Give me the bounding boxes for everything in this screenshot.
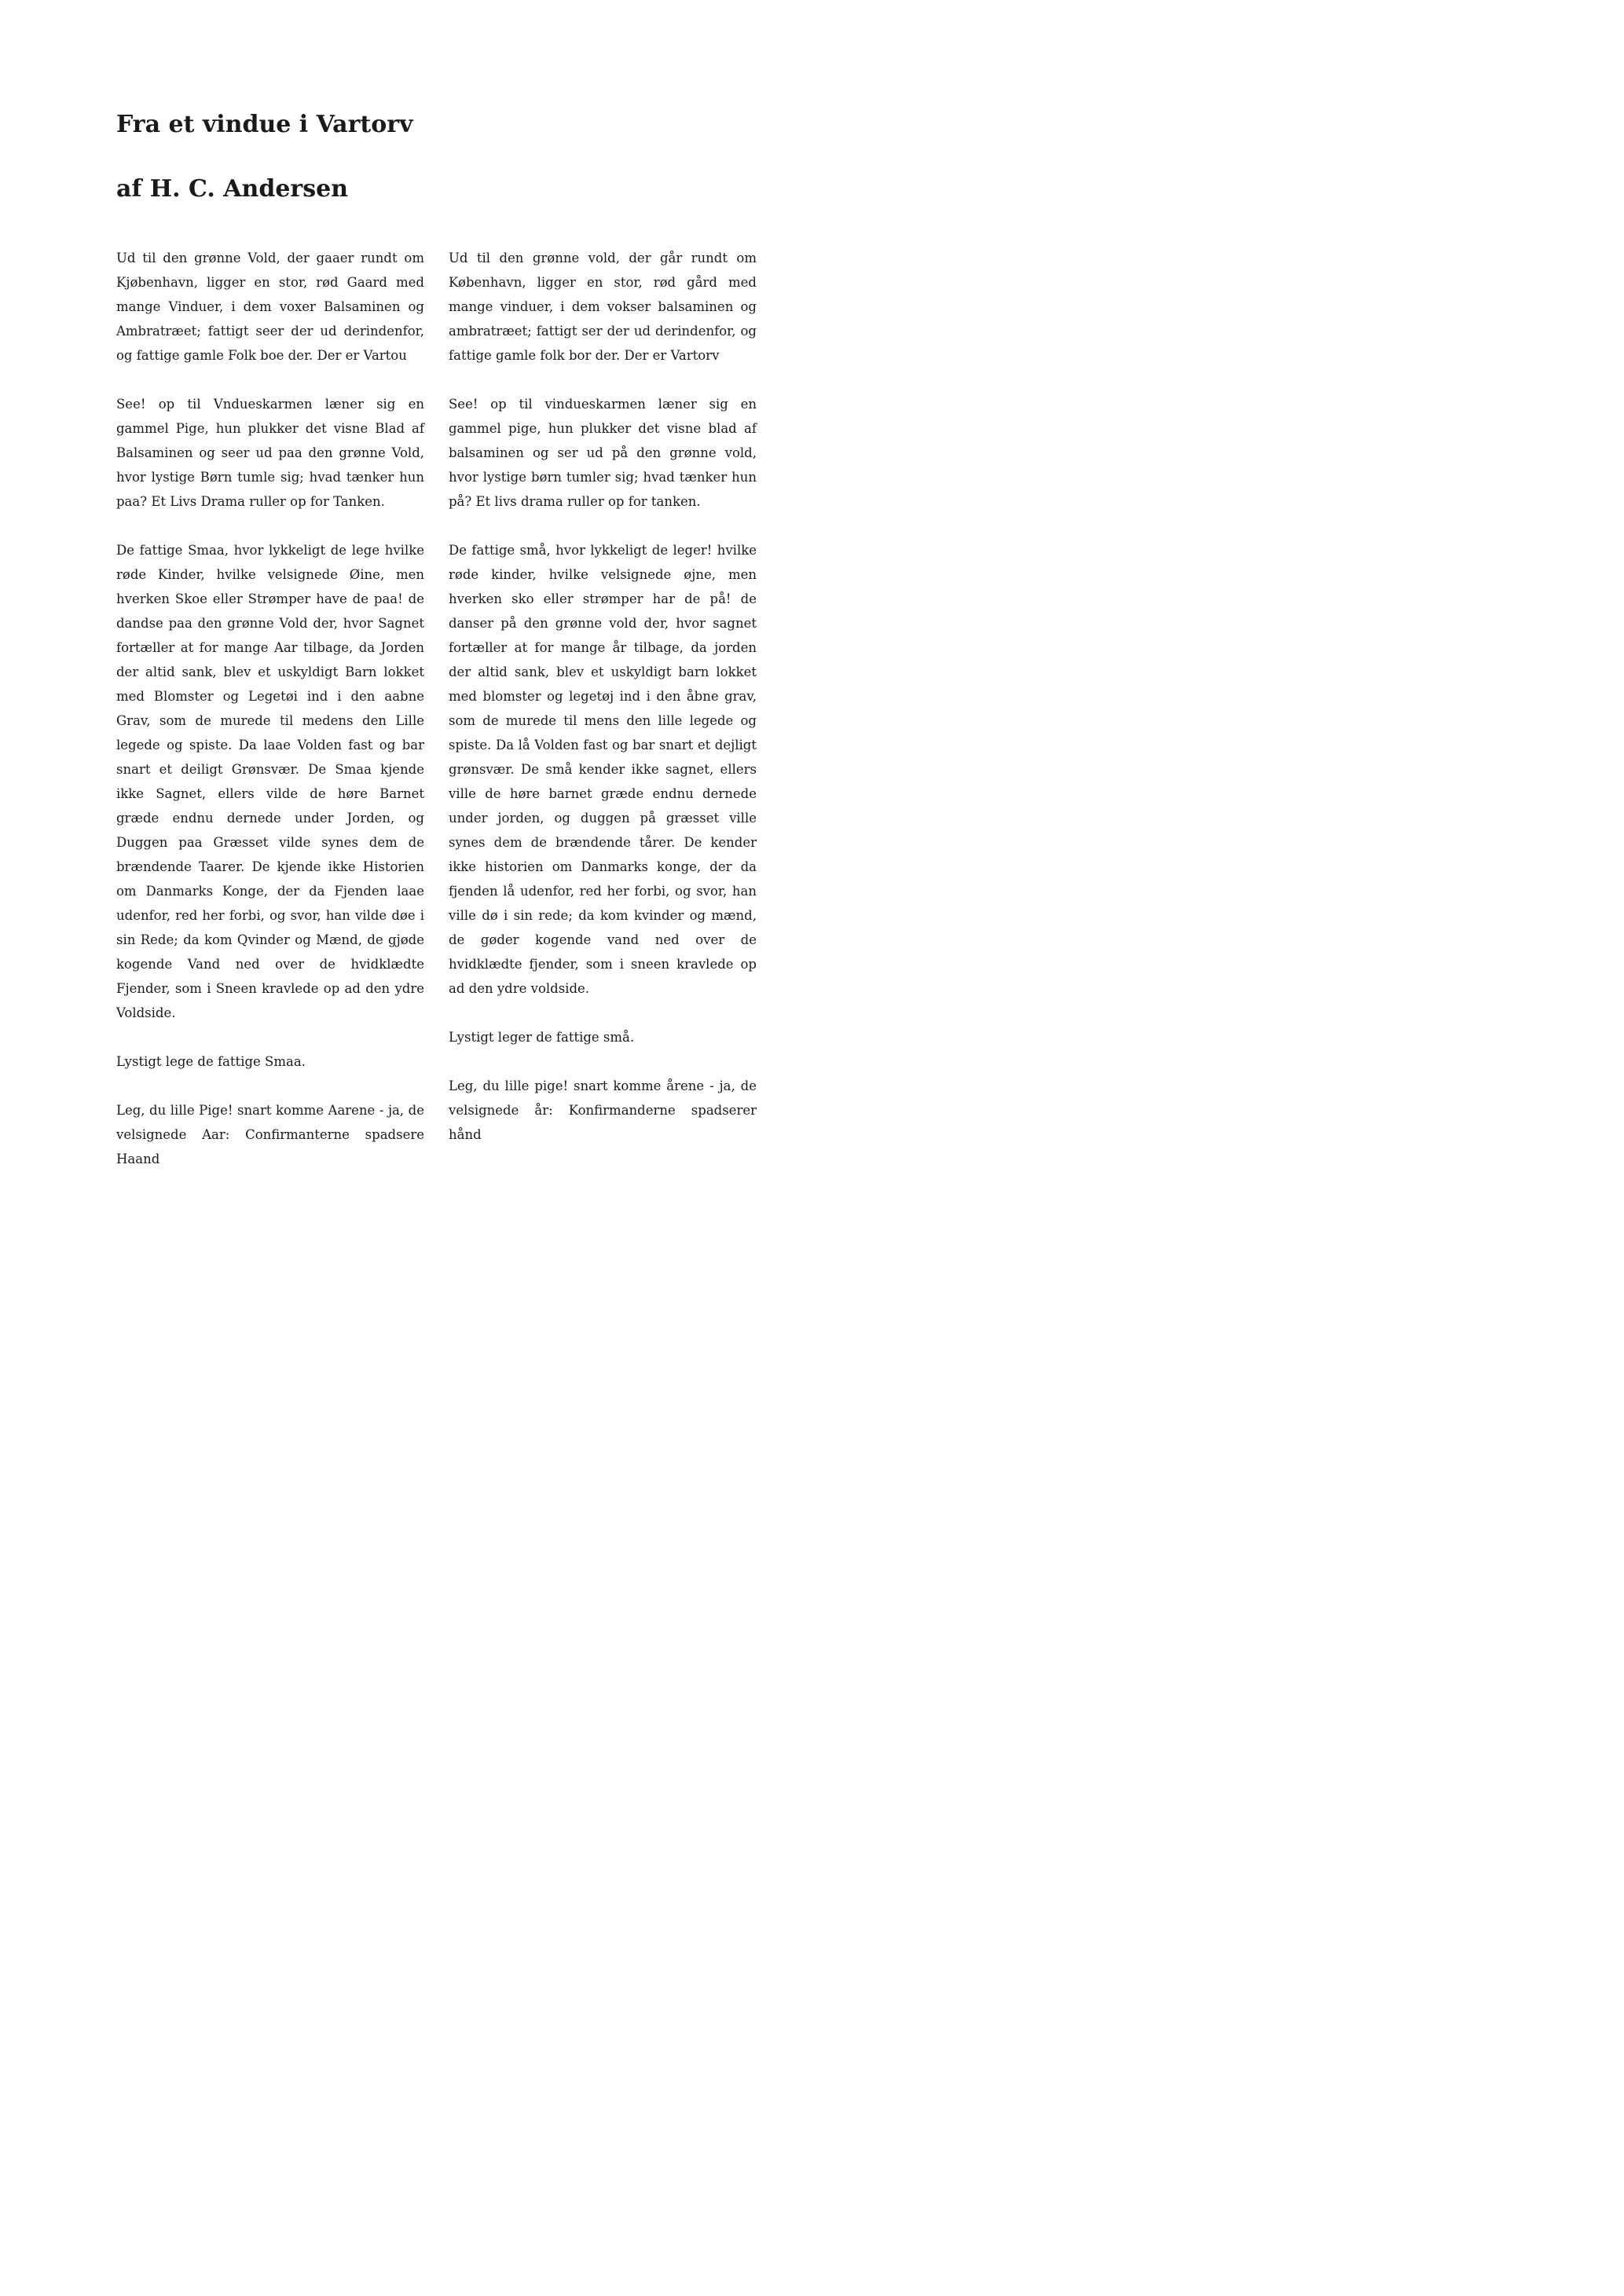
paragraph: Ud til den grønne vold, der går rundt om København, ligger en stor, rød gård med mange vinduer, i dem vokser balsaminen og ambratræet; fattigt ser der ud derindenfor, og fattige gamle folk bor der. Der er Vartorv: [449, 251, 757, 363]
left-column-original-text: [116, 246, 424, 1171]
right-column-modernized-text: [449, 246, 757, 1147]
document-title: Fra et vindue i Vartorv: [116, 111, 413, 138]
paragraph: Ud til den grønne Vold, der gaaer rundt om Kjøbenhavn, ligger en stor, rød Gaard med mange Vinduer, i dem voxer Balsaminen og Ambratræet; fattigt seer der ud derindenfor, og fattige gamle Folk boe der. Der er Vartou: [116, 251, 424, 363]
document-page: [0, 0, 867, 1225]
paragraph: See! op til vindueskarmen læner sig en gammel pige, hun plukker det visne blad af balsaminen og ser ud på den grønne vold, hvor lystige børn tumler sig; hvad tænker hun på? Et livs drama ruller op for tanken.: [449, 397, 757, 509]
paragraph: De fattige Smaa, hvor lykkeligt de lege hvilke røde Kinder, hvilke velsignede Øine, men hverken Skoe eller Strømper have de paa! de dandse paa den grønne Vold der, hvor Sagnet fortæller at for mange Aar tilbage, da Jorden der altid sank, blev et uskyldigt Barn lokket med Blomster og Legetøi ind i den aabne Grav, som de murede til medens den Lille legede og spiste. Da laae Volden fast og bar snart et deiligt Grønsvær. De Smaa kjende ikke Sagnet, ellers vilde de høre Barnet græde endnu dernede under Jorden, og Duggen paa Græsset vilde synes dem de brændende Taarer. De kjende ikke Historien om Danmarks Konge, der da Fjenden laae udenfor, red her forbi, og svor, han vilde døe i sin Rede; da kom Qvinder og Mænd, de gjøde kogende Vand ned over de hvidklædte Fjender, som i Sneen kravlede op ad den ydre Voldside.: [116, 543, 424, 1020]
paragraph: Lystigt leger de fattige små.: [449, 1030, 635, 1045]
paragraph: Lystigt lege de fattige Smaa.: [116, 1054, 306, 1069]
paragraph: De fattige små, hvor lykkeligt de leger! hvilke røde kinder, hvilke velsignede øjne, men hverken sko eller strømper har de på! de danser på den grønne vold der, hvor sagnet fortæller at for mange år tilbage, da jorden der altid sank, blev et uskyldigt barn lokket med blomster og legetøj ind i den åbne grav, som de murede til mens den lille legede og spiste. Da lå Volden fast og bar snart et dejligt grønsvær. De små kender ikke sagnet, ellers ville de høre barnet græde endnu dernede under jorden, og duggen på græsset ville synes dem de brændende tårer. De kender ikke historien om Danmarks konge, der da fjenden lå udenfor, red her forbi, og svor, han ville dø i sin rede; da kom kvinder og mænd, de gøder kogende vand ned over de hvidklædte fjender, som i sneen kravlede op ad den ydre voldside.: [449, 543, 757, 996]
paragraph: See! op til Vndueskarmen læner sig en gammel Pige, hun plukker det visne Blad af Balsaminen og seer ud paa den grønne Vold, hvor lystige Børn tumle sig; hvad tænker hun paa? Et Livs Drama ruller op for Tanken.: [116, 397, 424, 509]
document-author: af H. C. Andersen: [116, 175, 349, 203]
paragraph: Leg, du lille pige! snart komme årene - ja, de velsignede år: Konfirmanderne spadserer hånd: [449, 1078, 757, 1142]
paragraph: Leg, du lille Pige! snart komme Aarene - ja, de velsignede Aar: Confirmanterne spadsere Haand: [116, 1103, 424, 1166]
